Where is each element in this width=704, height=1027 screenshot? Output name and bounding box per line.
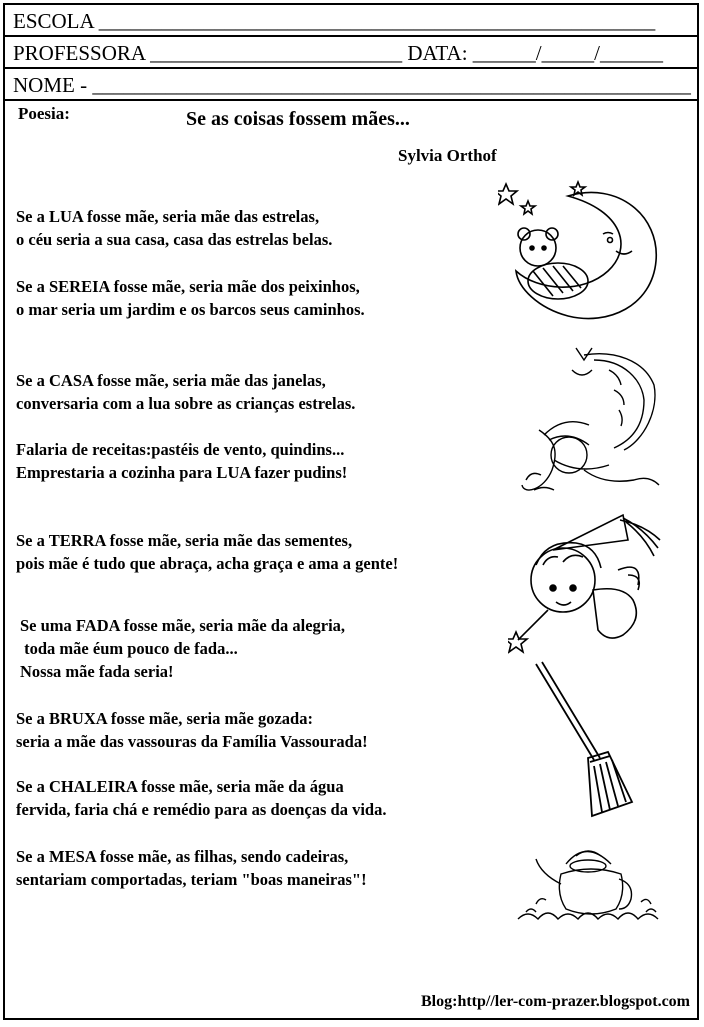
stanza-chaleira xyxy=(16,775,386,821)
stanza-line: Se a LUA fosse mãe, seria mãe das estrelas, xyxy=(16,207,320,226)
stanza-sereia xyxy=(16,275,365,321)
stanza-line: Se a BRUXA fosse mãe, seria mãe gozada: xyxy=(16,709,313,728)
stanza-line: o céu seria a sua casa, casa das estrelas belas. xyxy=(16,230,333,249)
poem-title: Se as coisas fossem mães... xyxy=(186,108,410,130)
stanza-line: Emprestaria a cozinha para LUA fazer pudins! xyxy=(16,463,348,482)
broom-illustration xyxy=(528,660,640,818)
stanza-line: sentariam comportadas, teriam "boas maneiras"! xyxy=(16,870,367,889)
stanza-line: Se a TERRA fosse mãe, seria mãe das sementes, xyxy=(16,531,353,550)
stanza-lua xyxy=(16,205,332,251)
section-label: Poesia: xyxy=(18,104,70,123)
stanza-line: Se a CHALEIRA fosse mãe, seria mãe da água xyxy=(16,777,344,796)
stanza-line: seria a mãe das vassouras da Família Vassourada! xyxy=(16,732,368,751)
school-row xyxy=(5,5,697,37)
poem-author: Sylvia Orthof xyxy=(398,146,497,165)
name-field[interactable]: NOME - _________________________________________________________ xyxy=(13,73,691,97)
stanza-line: o mar seria um jardim e os barcos seus caminhos. xyxy=(16,300,365,319)
school-field[interactable]: ESCOLA _____________________________________________________ xyxy=(13,9,656,33)
stanza-fada xyxy=(20,614,345,683)
name-row xyxy=(5,69,697,101)
mermaid-illustration xyxy=(514,340,666,500)
stanza-line: Se a CASA fosse mãe, seria mãe das janelas, xyxy=(16,371,326,390)
fairy-illustration xyxy=(508,510,686,656)
stanza-line: toda mãe éum pouco de fada... xyxy=(20,639,238,658)
stanza-mesa xyxy=(16,845,367,891)
moon-bear-illustration xyxy=(498,176,664,326)
teacher-date-field[interactable]: PROFESSORA ________________________ DATA: ______/_____/______ xyxy=(13,41,663,65)
blog-url: Blog:http//ler-com-prazer.blogspot.com xyxy=(421,993,690,1010)
stanza-line: conversaria com a lua sobre as crianças estrelas. xyxy=(16,394,356,413)
stanza-terra xyxy=(16,529,398,575)
stanza-casa xyxy=(16,369,355,415)
stanza-line: fervida, faria chá e remédio para as doenças da vida. xyxy=(16,800,387,819)
stanza-line: Nossa mãe fada seria! xyxy=(20,662,174,681)
teacher-date-row xyxy=(5,37,697,69)
stanza-receitas xyxy=(16,438,347,484)
stanza-line: pois mãe é tudo que abraça, acha graça e ama a gente! xyxy=(16,554,399,573)
stanza-bruxa xyxy=(16,707,368,753)
stanza-line: Se uma FADA fosse mãe, seria mãe da alegria, xyxy=(20,616,346,635)
stanza-line: Falaria de receitas:pastéis de vento, quindins... xyxy=(16,440,345,459)
stanza-line: Se a SEREIA fosse mãe, seria mãe dos peixinhos, xyxy=(16,277,360,296)
stanza-line: Se a MESA fosse mãe, as filhas, sendo cadeiras, xyxy=(16,847,349,866)
kettle-illustration xyxy=(516,834,676,934)
